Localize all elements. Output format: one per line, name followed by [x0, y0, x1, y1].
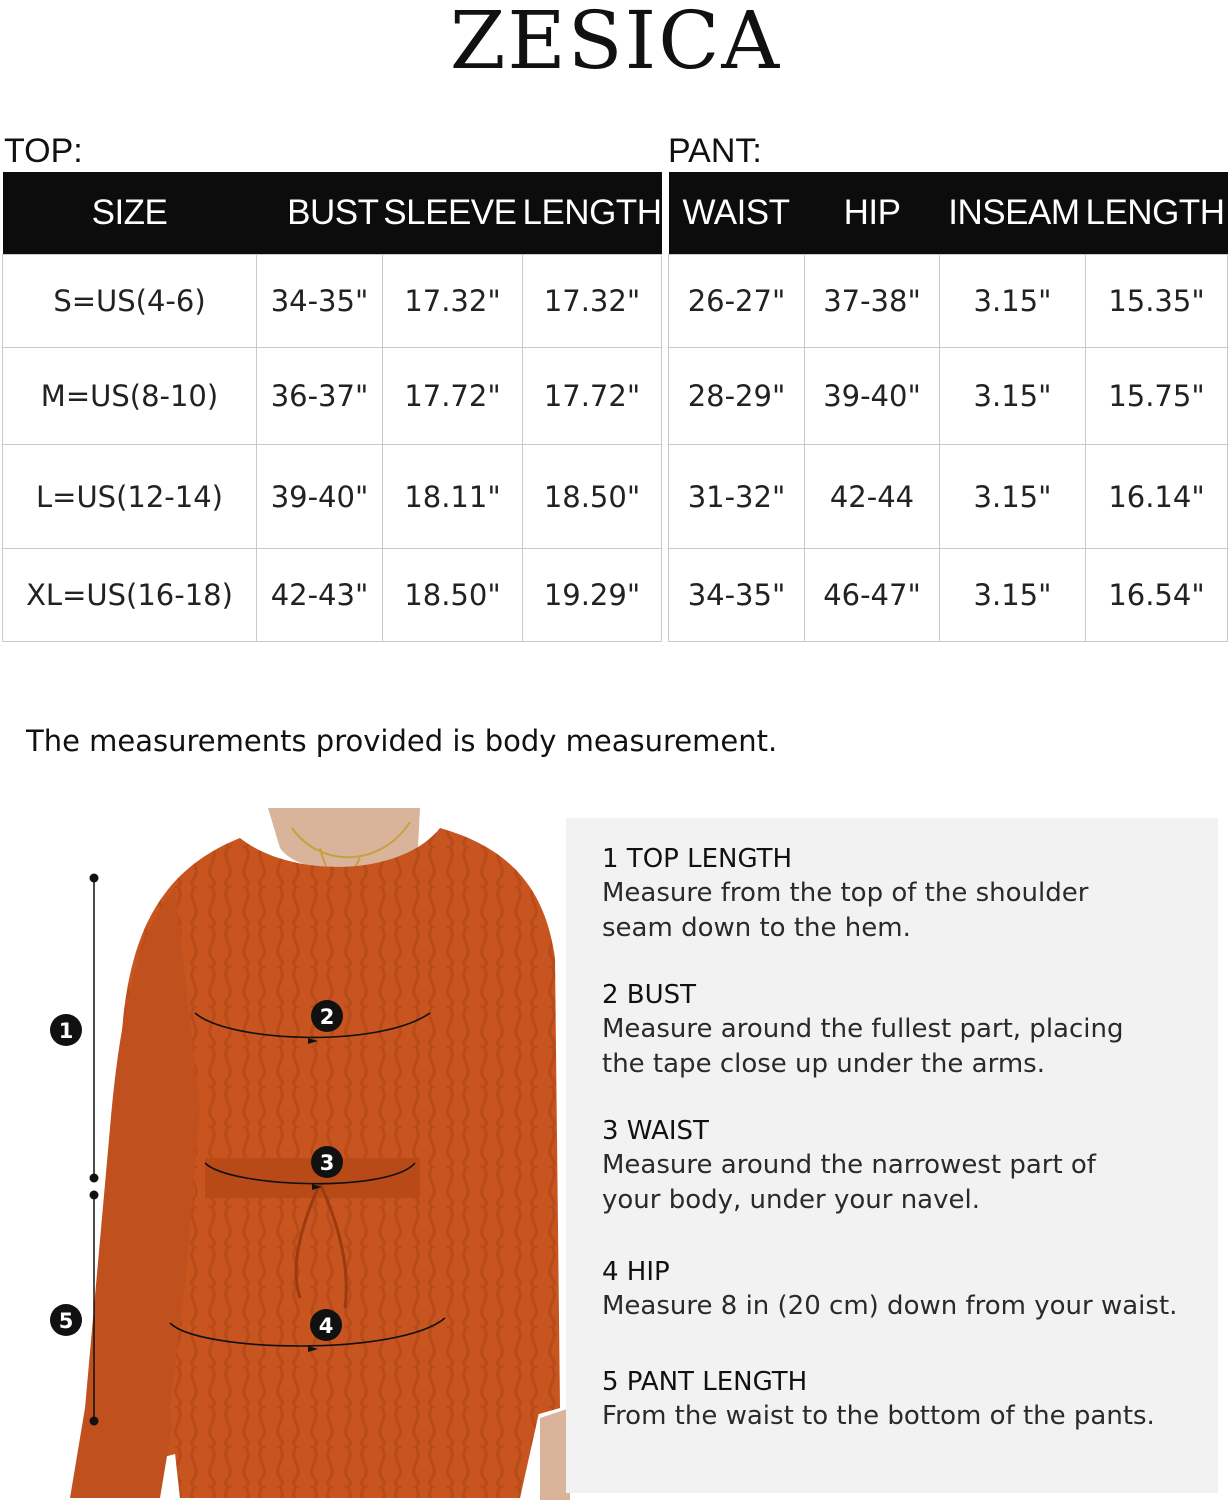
guide-text: your body, under your navel.: [602, 1185, 980, 1215]
guide-item-hip: [602, 1255, 1212, 1324]
svg-text:2: 2: [319, 1005, 335, 1029]
guide-text: From the waist to the bottom of the pants.: [602, 1401, 1155, 1431]
table-cell: 3.15": [940, 255, 1086, 348]
table-row: [669, 255, 1228, 348]
guide-text: Measure around the narrowest part of: [602, 1150, 1096, 1180]
guide-text: Measure from the top of the shoulder: [602, 878, 1089, 908]
column-header: SIZE: [3, 172, 257, 255]
table-cell: 31-32": [669, 445, 805, 549]
table-cell: 3.15": [940, 549, 1086, 642]
pant-size-table: [668, 172, 1228, 642]
guide-item-waist: [602, 1114, 1212, 1218]
svg-text:4: 4: [318, 1314, 334, 1338]
guide-text: the tape close up under the arms.: [602, 1049, 1045, 1079]
table-cell: 3.15": [940, 348, 1086, 445]
column-header: WAIST: [669, 172, 805, 255]
svg-text:1: 1: [58, 1019, 74, 1043]
guide-title: 4 HIP: [602, 1257, 670, 1287]
table-cell: 34-35": [257, 255, 383, 348]
table-cell: 17.72": [523, 348, 662, 445]
guide-title: 2 BUST: [602, 980, 697, 1010]
top-size-table: [2, 172, 662, 642]
svg-text:3: 3: [319, 1151, 335, 1175]
measurement-note: The measurements provided is body measurement.: [26, 724, 778, 758]
table-cell: 46-47": [805, 549, 940, 642]
table-cell: 39-40": [257, 445, 383, 549]
guide-text: Measure 8 in (20 cm) down from your waist.: [602, 1291, 1178, 1321]
guide-text: Measure around the fullest part, placing: [602, 1014, 1124, 1044]
table-cell: 3.15": [940, 445, 1086, 549]
guide-text: seam down to the hem.: [602, 913, 911, 943]
marker-1: [50, 1014, 82, 1046]
guide-title: 1 TOP LENGTH: [602, 844, 793, 874]
table-cell: 16.54": [1086, 549, 1228, 642]
table-cell: S=US(4-6): [3, 255, 257, 348]
column-header: LENGTH: [523, 172, 662, 255]
measurement-guide-panel: [566, 818, 1218, 1493]
model-measurement-illustration: [0, 808, 570, 1500]
guide-title: 5 PANT LENGTH: [602, 1367, 808, 1397]
guide-title: 3 WAIST: [602, 1116, 709, 1146]
table-cell: XL=US(16-18): [3, 549, 257, 642]
table-cell: 15.75": [1086, 348, 1228, 445]
table-cell: 17.72": [383, 348, 523, 445]
table-cell: 16.14": [1086, 445, 1228, 549]
table-row: [3, 255, 662, 348]
marker-2: [311, 1000, 343, 1032]
table-row: [669, 445, 1228, 549]
table-cell: L=US(12-14): [3, 445, 257, 549]
table-row: [669, 549, 1228, 642]
table-cell: 18.50": [523, 445, 662, 549]
table-cell: 42-44: [805, 445, 940, 549]
table-row: [3, 549, 662, 642]
table-cell: 37-38": [805, 255, 940, 348]
marker-3: [311, 1146, 343, 1178]
table-cell: 19.29": [523, 549, 662, 642]
table-header-row: [3, 172, 662, 255]
column-header: INSEAM: [940, 172, 1086, 255]
table-header-row: [669, 172, 1228, 255]
table-cell: 36-37": [257, 348, 383, 445]
table-row: [669, 348, 1228, 445]
guide-item-top-length: [602, 842, 1212, 946]
pant-table-label: PANT:: [668, 132, 762, 170]
guide-item-pant-length: [602, 1365, 1212, 1434]
table-cell: 42-43": [257, 549, 383, 642]
table-cell: M=US(8-10): [3, 348, 257, 445]
table-row: [3, 348, 662, 445]
table-cell: 34-35": [669, 549, 805, 642]
table-cell: 18.11": [383, 445, 523, 549]
svg-text:5: 5: [58, 1309, 74, 1333]
marker-4: [310, 1309, 342, 1341]
table-row: [3, 445, 662, 549]
table-cell: 26-27": [669, 255, 805, 348]
table-cell: 17.32": [383, 255, 523, 348]
top-table-label: TOP:: [4, 132, 83, 170]
guide-item-bust: [602, 978, 1212, 1082]
table-cell: 28-29": [669, 348, 805, 445]
table-cell: 39-40": [805, 348, 940, 445]
brand-logo: ZESICA: [449, 0, 782, 87]
column-header: LENGTH: [1086, 172, 1228, 255]
column-header: BUST: [257, 172, 383, 255]
marker-5: [50, 1304, 82, 1336]
table-cell: 18.50": [383, 549, 523, 642]
table-cell: 17.32": [523, 255, 662, 348]
column-header: SLEEVE: [383, 172, 523, 255]
column-header: HIP: [805, 172, 940, 255]
table-cell: 15.35": [1086, 255, 1228, 348]
